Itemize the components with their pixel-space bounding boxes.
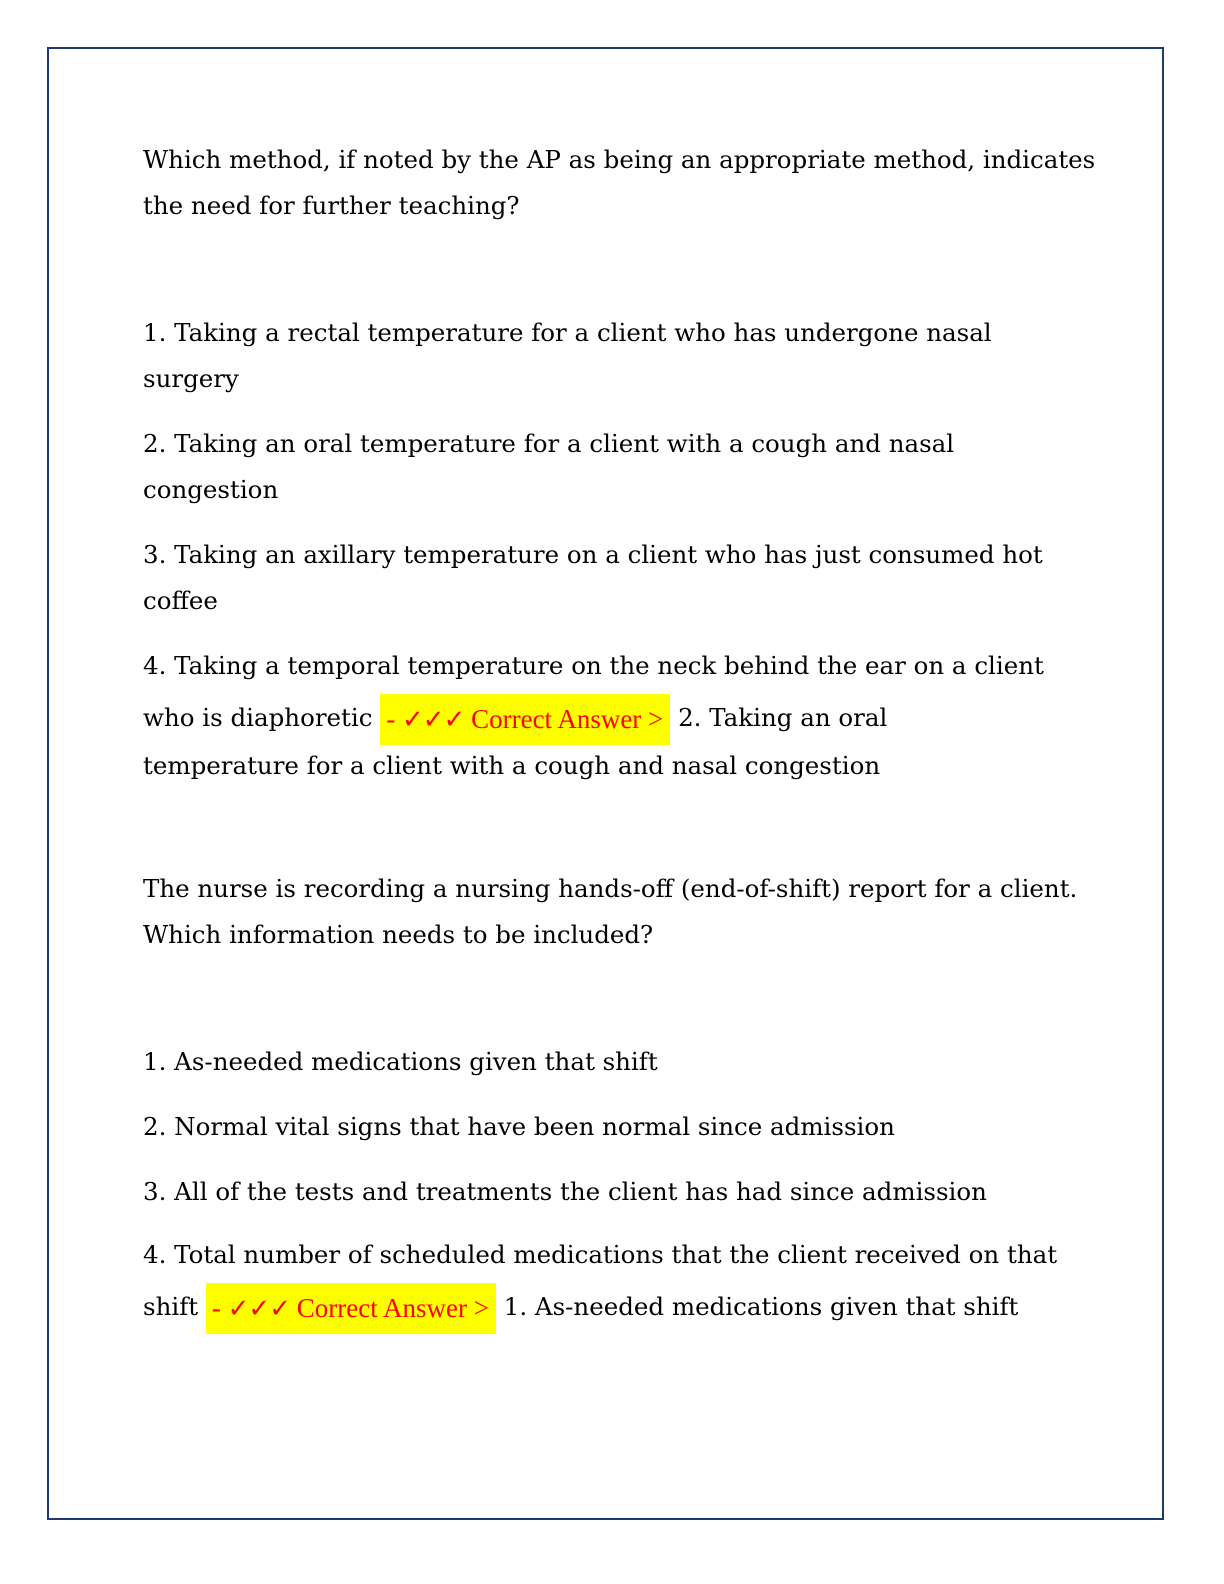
q2-option-1: 1. As-needed medications given that shift xyxy=(143,1047,658,1076)
q1-option-1-line-2: surgery xyxy=(143,364,239,393)
checkmark-icon: ✓✓✓ xyxy=(401,705,465,735)
q1-option-3-line-1: 3. Taking an axillary temperature on a client who has just consumed hot xyxy=(143,540,1043,569)
q1-option-2-line-1: 2. Taking an oral temperature for a client with a cough and nasal xyxy=(143,429,955,458)
q2-correct-answer-badge xyxy=(206,1283,496,1334)
q2-option-2: 2. Normal vital signs that have been normal since admission xyxy=(143,1112,895,1141)
q2-stem-line-2: Which information needs to be included? xyxy=(143,920,654,949)
q2-answer-text: 1. As-needed medications given that shift xyxy=(495,1292,1019,1321)
q1-option-4-line-2 xyxy=(143,694,887,745)
q1-option-1-line-1: 1. Taking a rectal temperature for a client who has undergone nasal xyxy=(143,318,992,347)
q1-correct-answer-badge xyxy=(380,694,670,745)
q1-option-3-line-2: coffee xyxy=(143,586,218,615)
q2-option-3: 3. All of the tests and treatments the client has had since admission xyxy=(143,1177,987,1206)
q1-option-4-text: who is diaphoretic xyxy=(143,703,381,732)
q2-stem-line-1: The nurse is recording a nursing hands-off (end-of-shift) report for a client. xyxy=(143,874,1078,903)
q1-answer-dash: - xyxy=(386,704,402,734)
q1-option-2-line-2: congestion xyxy=(143,475,279,504)
q2-answer-dash: - xyxy=(211,1293,228,1323)
checkmark-icon: ✓✓✓ xyxy=(227,1294,290,1324)
q1-option-4-line-1: 4. Taking a temporal temperature on the neck behind the ear on a client xyxy=(143,651,1044,680)
q2-option-4-text: shift xyxy=(143,1292,206,1321)
q1-stem-line-2: the need for further teaching? xyxy=(143,191,520,220)
q1-answer-label: Correct Answer > xyxy=(464,704,664,734)
q1-answer-text: 2. Taking an oral xyxy=(670,703,888,732)
q1-answer-line-2: temperature for a client with a cough and nasal congestion xyxy=(143,751,881,780)
q2-option-4-line-2 xyxy=(143,1283,1018,1334)
q2-option-4-line-1: 4. Total number of scheduled medications that the client received on that xyxy=(143,1240,1058,1269)
q1-stem-line-1: Which method, if noted by the AP as being an appropriate method, indicates xyxy=(143,145,1096,174)
q2-answer-label: Correct Answer > xyxy=(290,1293,489,1323)
